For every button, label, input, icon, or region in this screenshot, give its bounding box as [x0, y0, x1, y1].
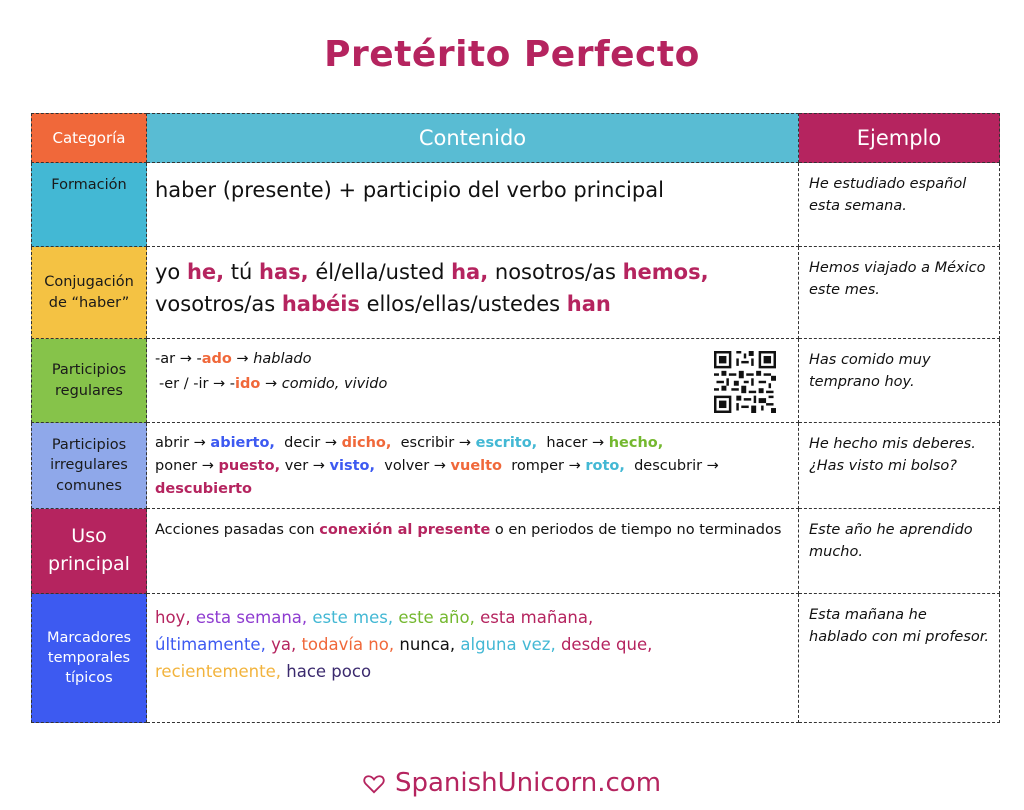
form-han: han [566, 291, 611, 316]
ending-ado: ado [201, 351, 232, 367]
qr-code-icon[interactable] [714, 351, 776, 413]
formacion-text: haber (presente) + participio del verbo principal [155, 178, 664, 202]
heart-icon [363, 774, 385, 794]
form-ha: ha, [451, 260, 489, 284]
form-he: he, [186, 260, 225, 284]
example-formacion: He estudiado español esta semana. [799, 163, 1000, 247]
highlight-conexion: conexión al presente [319, 522, 491, 538]
content-conjugacion [147, 247, 799, 339]
form-habeis: habéis [281, 291, 360, 316]
marker: todavía no, [301, 635, 395, 655]
marker: alguna vez, [460, 635, 556, 655]
participle-dicho: dicho, [341, 435, 392, 451]
ending-ido: ido [235, 375, 261, 392]
example-conjugacion: Hemos viajado a México este mes. [799, 247, 1000, 339]
form-hemos: hemos, [622, 260, 709, 284]
marker: ya, [271, 635, 297, 655]
verb: escribir → [400, 435, 476, 451]
participle-puesto: puesto, [218, 458, 281, 475]
participle-roto: roto, [585, 458, 625, 475]
verb: poner → [155, 458, 219, 475]
text: nosotros/as [488, 260, 623, 284]
verb: romper → [511, 458, 586, 475]
verb: ver → [284, 458, 330, 475]
category-irregulares: Participios irregulares comunes [31, 423, 147, 509]
example-marcadores: Esta mañana he hablado con mi profesor. [799, 594, 1000, 723]
text: Acciones pasadas con [155, 522, 320, 538]
category-regulares: Participios regulares [31, 339, 147, 423]
marker: desde que, [560, 635, 653, 655]
footer[interactable] [0, 768, 1024, 798]
text: o en periodos de tiempo no terminados [490, 522, 782, 538]
participle-abierto: abierto, [210, 435, 275, 451]
category-conjugacion: Conjugación de “haber” [31, 247, 147, 339]
marker: esta semana, [195, 608, 308, 627]
verb: descubrir → [634, 458, 719, 475]
example-word: comido, vivido [281, 375, 388, 392]
marker: hoy, [155, 608, 191, 627]
regular-line-ar [155, 347, 790, 372]
text: él/ella/usted [308, 260, 452, 284]
marker: hace poco [286, 662, 372, 682]
verb: abrir → [155, 435, 211, 451]
participle-hecho: hecho, [608, 435, 664, 451]
verb: volver → [384, 458, 451, 475]
footer-link[interactable]: SpanishUnicorn.com [394, 768, 662, 798]
participle-visto: visto, [329, 458, 376, 475]
text: → [260, 375, 282, 392]
category-formacion: Formación [31, 163, 147, 247]
marker: esta mañana, [480, 608, 594, 627]
text: vosotros/as [155, 291, 282, 316]
participle-vuelto: vuelto [450, 458, 503, 475]
text: → [231, 351, 254, 367]
participle-escrito: escrito, [475, 435, 538, 451]
page-title: Pretérito Perfecto [324, 34, 700, 75]
marker: este año, [398, 608, 475, 627]
content-uso [147, 509, 799, 594]
header-category: Categoría [31, 113, 147, 163]
example-irregulares: He hecho mis deberes. ¿Has visto mi bolso? [799, 423, 1000, 509]
marker: nunca, [399, 635, 456, 655]
example-word: hablado [253, 351, 312, 367]
content-marcadores [147, 594, 799, 723]
content-formacion [147, 163, 799, 247]
example-regulares: Has comido muy temprano hoy. [799, 339, 1000, 423]
text: -er / -ir → - [159, 375, 236, 392]
category-marcadores: Marcadores temporales típicos [31, 594, 147, 723]
text: tú [224, 260, 260, 284]
text: yo [155, 260, 187, 284]
content-regulares [147, 339, 799, 423]
example-uso: Este año he aprendido mucho. [799, 509, 1000, 594]
conjugation-text [155, 257, 790, 320]
grammar-table [31, 113, 1000, 723]
marker: últimamente, [155, 635, 266, 655]
marker: este mes, [312, 608, 394, 627]
content-irregulares [147, 423, 799, 509]
verb: hacer → [546, 435, 609, 451]
text: -ar → - [155, 351, 202, 367]
participle-descubierto: descubierto [155, 481, 252, 498]
header-example: Ejemplo [799, 113, 1000, 163]
regular-line-er-ir [155, 372, 790, 397]
header-content: Contenido [147, 113, 799, 163]
verb: decir → [284, 435, 342, 451]
form-has: has, [259, 260, 309, 284]
marker: recientemente, [155, 662, 282, 682]
text: ellos/ellas/ustedes [359, 291, 567, 316]
category-uso: Uso principal [31, 509, 147, 594]
